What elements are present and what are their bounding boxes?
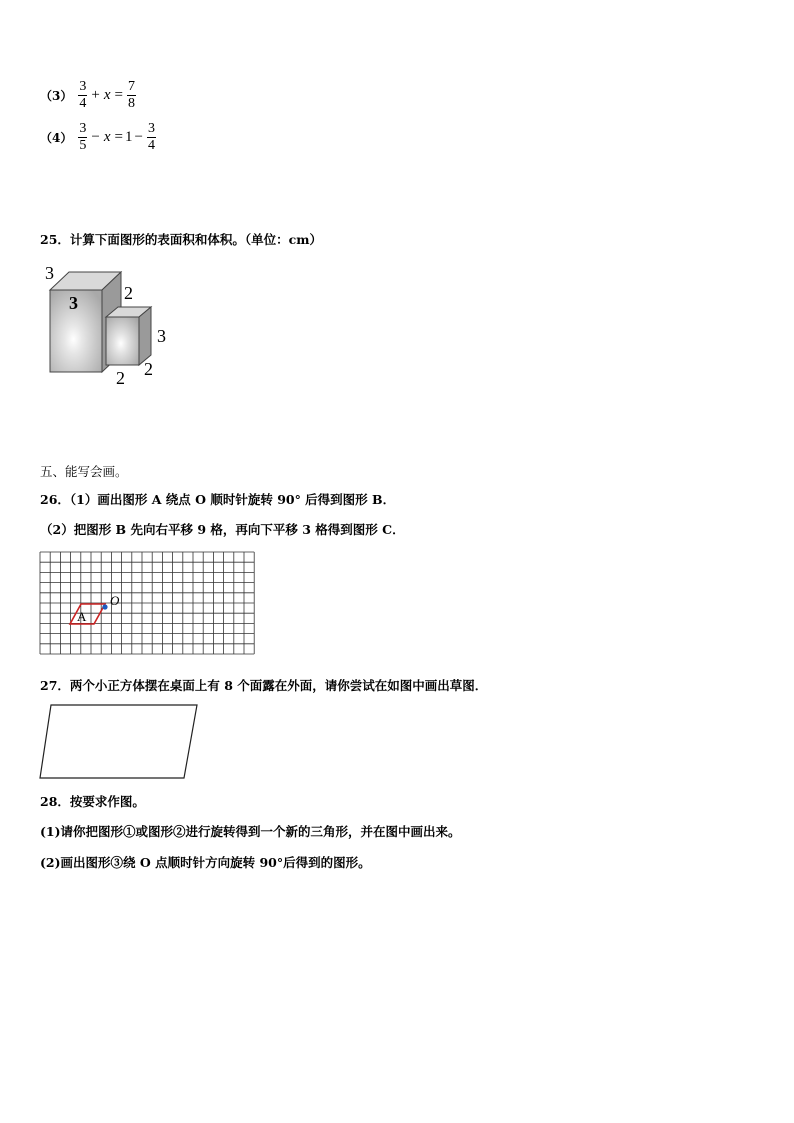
point-o — [102, 604, 107, 609]
equation-3: （3） $\frac{3}{4}$ + x = $\frac{7}{8}$ — [40, 79, 135, 111]
section-heading: 五、能写会画。 — [40, 464, 128, 479]
problem-26-part2: （2）把图形 B 先向右平移 9 格，再向下平移 3 格得到图形 C． — [40, 522, 405, 537]
equation-4: （4） $\frac{3}{5}$ − x = 1 − $\frac{3}{4}$ — [40, 121, 155, 153]
dim-label: 3 — [157, 326, 166, 346]
grid-figure — [39, 551, 255, 661]
item-label: （3） — [40, 89, 73, 103]
dim-label: 3 — [69, 293, 78, 313]
dim-label: 2 — [144, 359, 153, 379]
grid-lines — [40, 552, 254, 654]
problem-27-text: 27．两个小正方体摆在桌面上有 8 个面露在外面，请你尝试在如图中画出草图． — [40, 678, 488, 693]
point-o-label: O — [110, 593, 120, 608]
problem-26-part1: 26．（1）画出图形 A 绕点 O 顺时针旋转 90° 后得到图形 B． — [40, 492, 396, 507]
desk-parallelogram — [38, 703, 202, 781]
problem-28-item2: (2)画出图形③绕 O 点顺时针方向旋转 90°后得到的图形。 — [40, 855, 371, 870]
fraction: $\frac{3}{4}$ — [79, 79, 87, 111]
shape-a — [70, 604, 105, 624]
parallelogram — [40, 705, 197, 778]
cuboid-figure — [40, 262, 180, 392]
dim-label: 3 — [45, 263, 54, 283]
fraction: $\frac{3}{4}$ — [147, 121, 155, 153]
shape-a-label: A — [77, 609, 87, 624]
dim-label: 2 — [124, 283, 133, 303]
problem-28-item1: (1)请你把图形①或图形②进行旋转得到一个新的三角形，并在图中画出来。 — [40, 824, 461, 839]
problem-28-heading: 28．按要求作图。 — [40, 794, 145, 809]
small-cube-front — [106, 317, 139, 365]
dim-label: 2 — [116, 368, 125, 388]
small-cube-side — [139, 307, 151, 365]
fraction: $\frac{7}{8}$ — [127, 79, 135, 111]
item-label: （4） — [40, 131, 73, 145]
problem-25-text: 25．计算下面图形的表面积和体积。（单位：cm） — [40, 232, 322, 247]
fraction: $\frac{3}{5}$ — [79, 121, 87, 153]
